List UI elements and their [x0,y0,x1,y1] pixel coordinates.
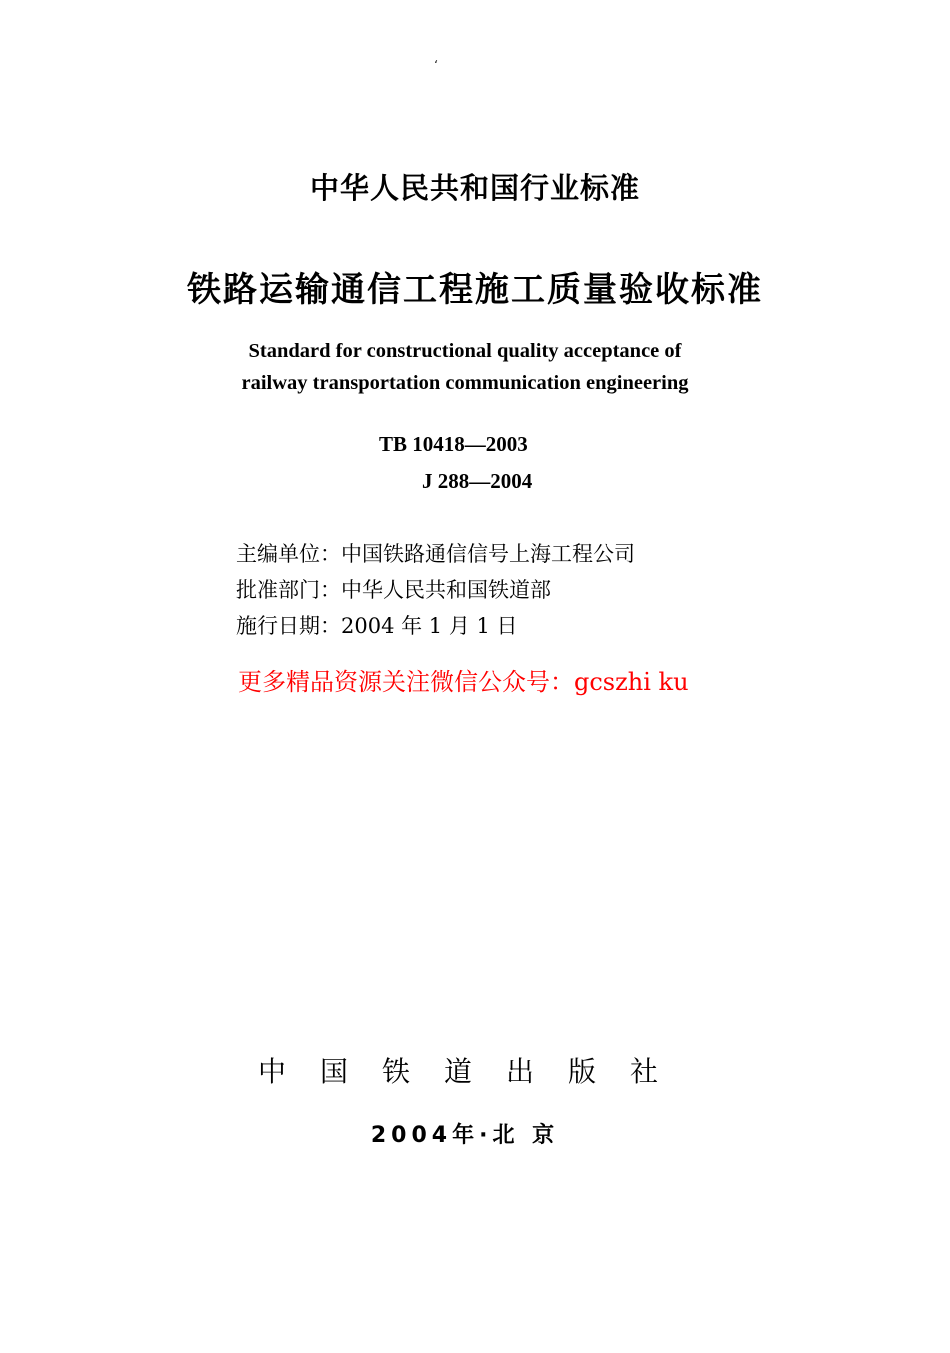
document-title-en-line2: railway transportation communication engineering [241,372,689,394]
approval-department: 批准部门：中华人民共和国铁道部 [236,578,551,602]
publisher-name: 中国铁道出版社 [258,1055,693,1088]
promo-text: 更多精品资源关注微信公众号：gcszhi ku [238,668,689,696]
publication-place-year: 2004年·北 京 [370,1123,560,1148]
industry-standard-heading: 中华人民共和国行业标准 [309,171,640,205]
top-mark: ‘ [434,58,438,72]
standard-code-tb: TB 10418—2003 [379,432,528,456]
document-title-en-line1: Standard for constructional quality acceptance of [248,340,682,362]
editor-unit: 主编单位：中国铁路通信信号上海工程公司 [236,542,635,566]
effective-date: 施行日期：2004 年 1 月 1 日 [236,614,518,638]
document-title-cn: 铁路运输通信工程施工质量验收标准 [187,270,763,310]
standard-code-j: J 288—2004 [422,469,533,493]
